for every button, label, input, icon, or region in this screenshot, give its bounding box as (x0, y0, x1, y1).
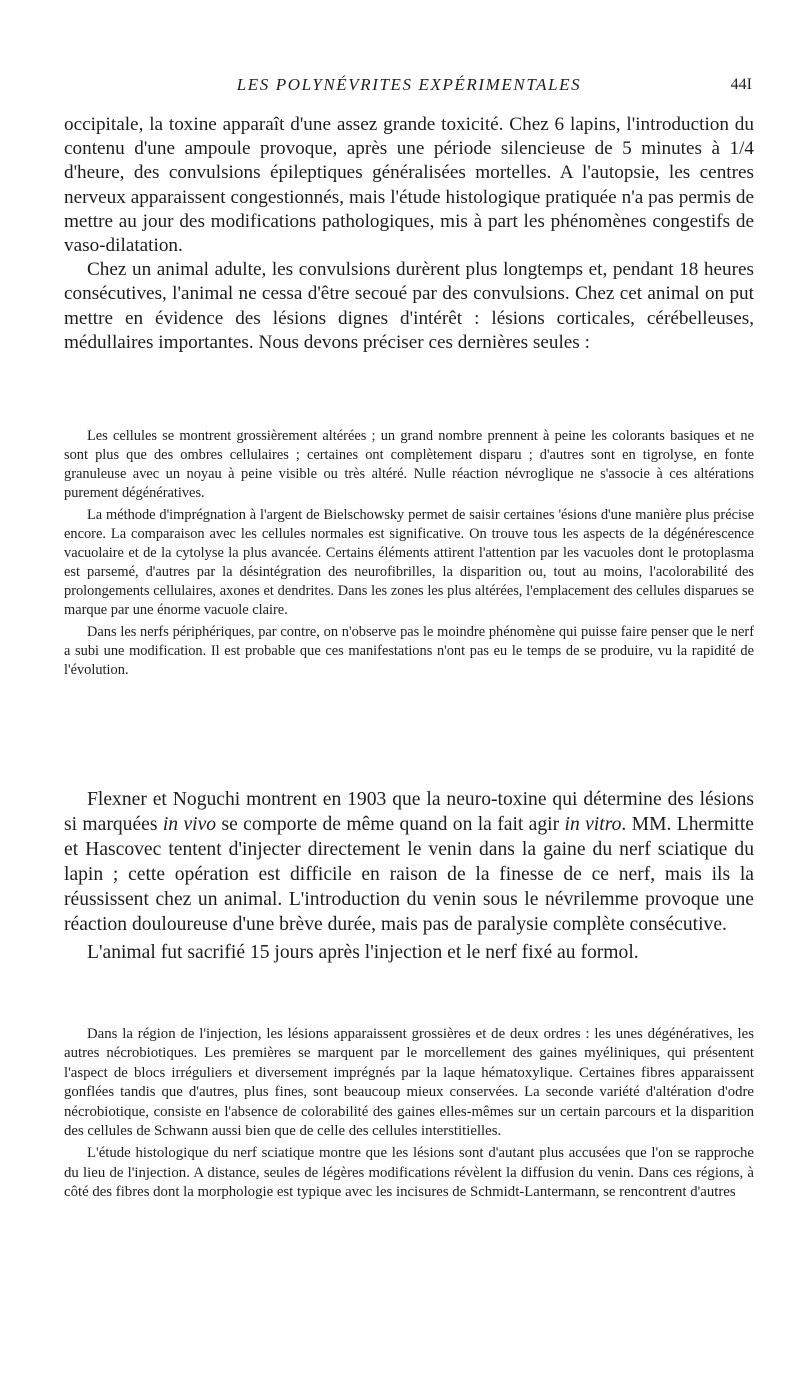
paragraph: L'étude histologique du nerf sciatique montre que les lésions sont d'autant plus accusées que l'on se rapproche du lieu de l'injection. A distance, seules de légères modifications révèlent la diffusion du venin. Dans ces régions, à côté des fibres dont la morphologie est typique avec les incisures de Schmidt-Lantermann, se rencontrent d'autres (64, 1145, 754, 1201)
running-header (64, 74, 754, 96)
text-run: se comporte de même quand on la fait agir (216, 814, 565, 835)
paragraph: Les cellules se montrent grossièrement altérées ; un grand nombre prennent à peine les colorants basiques et ne sont plus que des ombres cellulaires ; certaines ont complètement disparu ; d'autres sont en tigrolyse, en fonte granuleuse avec un noyau à peine visible ou très altéré. Nulle réaction névroglique ne s'associe à ces altérations purement dégénératives. (64, 428, 754, 501)
page-number: 44I (730, 76, 752, 93)
small-print-block-1 (64, 427, 754, 680)
italic-term: in vitro (564, 814, 622, 835)
main-text-block-2 (64, 787, 754, 965)
paragraph: La méthode d'imprégnation à l'argent de Bielschowsky permet de saisir certaines 'ésions d'une manière plus précise encore. La comparaison avec les cellules normales est significative. On trouve tous les aspects de la dégénérescence vacuolaire et de la cytolyse la plus avancée. Certains éléments attirent l'attention par les vacuoles dont le protoplasma est parsemé, d'autres par la désintégration des neurofibrilles, la disparition ou, tout au moins, l'acolorabilité des prolongements cellulaires, axones et dendrites. Dans les zones les plus altérées, l'emplacement des cellules disparues se marque par une énorme vacuole claire. (64, 507, 754, 618)
paragraph (64, 787, 754, 937)
paragraph: L'animal fut sacrifié 15 jours après l'injection et le nerf fixé au formol. (87, 942, 639, 963)
main-text-block-1 (64, 113, 754, 355)
paragraph: Dans les nerfs périphériques, par contre, on n'observe pas le moindre phénomène qui puisse faire penser que le nerf a subi une modification. Il est probable que ces manifestations n'ont pas eu le temps de se produire, vu la rapidité de l'évolution. (64, 624, 754, 678)
paragraph: Chez un animal adulte, les convulsions durèrent plus longtemps et, pendant 18 heures consécutives, l'animal ne cessa d'être secoué par des convulsions. Chez cet animal on put mettre en évidence des lésions dignes d'intérêt : lésions corticales, cérébelleuses, médullaires importantes. Nous devons préciser ces dernières seules : (64, 259, 754, 353)
small-print-block-2 (64, 1025, 754, 1203)
running-title: LES POLYNÉVRITES EXPÉRIMENTALES (236, 75, 582, 94)
italic-term: in vivo (162, 814, 217, 835)
paragraph: Dans la région de l'injection, les lésions apparaissent grossières et de deux ordres : les unes dégénératives, les autres nécrobiotiques. Les premières se marquent par le morcellement des gaines myéliniques, qui présentent l'aspect de blocs irréguliers et diversement imprégnés par la laque hématoxylique. Certaines fibres apparaissent gonflées tandis que d'autres, plus fines, sont beaucoup mieux conservées. La seconde variété d'altération d'odre nécrobiotique, consiste en l'absence de colorabilité des gaines elles-mêmes sur un certain parcours et la disparition des cellules de Schwann aussi bien que de celle des cellules interstitielles. (64, 1026, 754, 1140)
text-run: Flexner et Noguchi montrent en 1903 que la neuro-toxine qui détermine des lésions si marquées (64, 789, 754, 835)
paragraph: occipitale, la toxine apparaît d'une assez grande toxicité. Chez 6 lapins, l'introduction du contenu d'une ampoule provoque, après une période silencieuse de 5 minutes à 1/4 d'heure, des convulsions épileptiques généralisées mortelles. A l'autopsie, les centres nerveux apparaissent congestionnés, mais l'étude histologique pratiquée n'a pas permis de mettre au jour des modifications pathologiques, mis à part les phénomènes congestifs de vaso-dilatation. (64, 114, 754, 257)
text-run: . MM. Lhermitte et Hascovec tentent d'injecter directement le venin dans la gaine du nerf sciatique du lapin ; cette opération est difficile en raison de la finesse de ce nerf, mais ils la réussissent chez un animal. L'introduction du venin sous le névrilemme provoque une réaction douloureuse d'une brève durée, mais pas de paralysie complète consécutive. (64, 814, 754, 935)
